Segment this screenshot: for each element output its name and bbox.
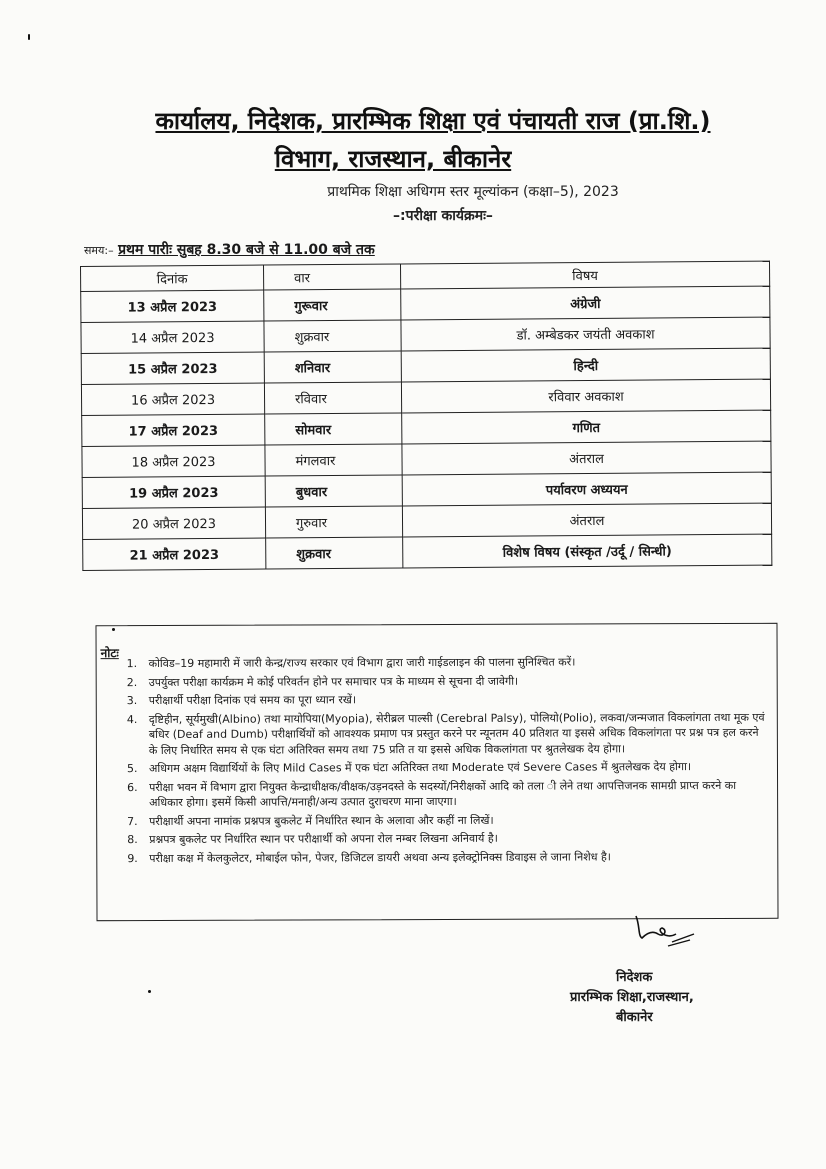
notes-heading: नोटः bbox=[100, 646, 119, 661]
note-number: 7. bbox=[127, 814, 138, 828]
header-date: दिनांक bbox=[81, 265, 264, 291]
exam-schedule-table bbox=[80, 261, 772, 571]
row-day: बुधवार bbox=[265, 475, 402, 507]
row-date: 16 अप्रैल 2023 bbox=[81, 383, 264, 415]
signatory-office: प्रारम्भिक शिक्षा,राजस्थान, bbox=[570, 990, 694, 1005]
row-date: 13 अप्रैल 2023 bbox=[81, 290, 264, 322]
note-text: परीक्षा भवन में विभाग द्वारा नियुक्त केन्द्राधीक्षक/वीक्षक/उड़नदस्ते के सदस्यों/निरीक्षकों आदि को तला ी लेने तथा आपत्तिजनक सामग्री प्राप्त करने का अधिकार होगा। इसमें किसी आपत्ति/मनाही/अन्य उत्पात दुराचरण माना जाएगा। bbox=[149, 778, 737, 810]
note-number: 5. bbox=[126, 762, 138, 776]
row-subject: डॉ. अम्बेडकर जयंती अवकाश bbox=[401, 317, 770, 351]
note-number: 2. bbox=[126, 675, 138, 689]
note-text: अधिगम अक्षम विद्यार्थियों के लिए Mild Cases में एक घंटा अतिरिक्त तथा Moderate एवं Severe Cases में श्रुतलेखक देय होगा। bbox=[148, 760, 692, 776]
notes-list bbox=[107, 654, 768, 869]
row-subject: विशेष विषय (संस्कृत /उर्दू / सिन्धी) bbox=[403, 534, 772, 568]
office-title-line2: विभाग, राजस्थान, बीकानेर bbox=[274, 145, 512, 173]
note-text: प्रश्नपत्र बुकलेट पर निर्धारित स्थान पर परीक्षार्थी को अपना रोल नम्बर लिखना अनिवार्य है। bbox=[149, 831, 498, 847]
row-day: शनिवार bbox=[264, 351, 401, 383]
row-subject: अंग्रेजी bbox=[401, 286, 770, 320]
row-day: गुरुवार bbox=[265, 506, 402, 538]
row-date: 14 अप्रैल 2023 bbox=[81, 321, 264, 353]
note-number: 9. bbox=[127, 851, 138, 865]
note-item bbox=[127, 848, 767, 866]
row-day: मंगलवार bbox=[265, 444, 402, 476]
row-date: 17 अप्रैल 2023 bbox=[82, 414, 265, 446]
note-number: 6. bbox=[127, 780, 138, 794]
note-item bbox=[127, 811, 767, 829]
row-date: 21 अप्रैल 2023 bbox=[83, 538, 266, 570]
time-label: समय:– bbox=[84, 244, 114, 257]
exam-time bbox=[84, 240, 375, 259]
note-item bbox=[127, 759, 767, 777]
row-date: 18 अप्रैल 2023 bbox=[82, 445, 265, 477]
row-day: सोमवार bbox=[265, 413, 402, 445]
note-item bbox=[127, 777, 767, 810]
table-row bbox=[83, 534, 772, 570]
note-item bbox=[127, 709, 767, 758]
note-item bbox=[127, 654, 767, 672]
row-date: 15 अप्रैल 2023 bbox=[81, 352, 264, 384]
row-day: शुक्रवार bbox=[266, 537, 403, 569]
director-signature bbox=[628, 908, 698, 948]
note-item bbox=[127, 691, 767, 709]
note-number: 3. bbox=[126, 694, 138, 708]
row-day: रविवार bbox=[264, 382, 401, 414]
row-day: शुक्रवार bbox=[264, 320, 401, 352]
note-text: परीक्षार्थी अपना नामांक प्रश्नपत्र बुकलेट में निर्धारित स्थान के अलावा और कहीं ना लिखें। bbox=[149, 813, 494, 828]
row-subject: हिन्दी bbox=[401, 348, 770, 382]
exam-program-heading: –:परीक्षा कार्यक्रमः– bbox=[393, 208, 493, 224]
note-text: उपर्युक्त परीक्षा कार्यक्रम मे कोई परिवर्तन होने पर समाचार पत्र के माध्यम से सूचना दी जावेगी। bbox=[148, 674, 519, 689]
office-title-line1: कार्यालय, निदेशक, प्रारम्भिक शिक्षा एवं पंचायती राज (प्रा.शि.) bbox=[155, 107, 711, 135]
signatory-designation: निदेशक bbox=[616, 970, 653, 985]
row-date: 19 अप्रैल 2023 bbox=[82, 476, 265, 508]
row-day: गुरूवार bbox=[264, 289, 401, 321]
notes-box bbox=[95, 623, 778, 921]
row-date: 20 अप्रैल 2023 bbox=[82, 507, 265, 539]
exam-subtitle: प्राथमिक शिक्षा अधिगम स्तर मूल्यांकन (कक्षा–5), 2023 bbox=[327, 184, 619, 200]
note-text: परीक्षार्थी परीक्षा दिनांक एवं समय का पूरा ध्यान रखें। bbox=[148, 693, 357, 708]
row-subject: गणित bbox=[402, 410, 771, 444]
note-item bbox=[127, 672, 767, 690]
note-item bbox=[127, 830, 767, 848]
note-number: 1. bbox=[126, 657, 138, 671]
note-text: कोविड–19 महामारी में जारी केन्द्र/राज्य सरकार एवं विभाग द्वारा जारी गाईडलाइन की पालना सुनिश्चित करें। bbox=[148, 655, 576, 671]
signature-block bbox=[570, 968, 694, 1028]
row-subject: अंतराल bbox=[402, 441, 771, 475]
header-subject: विषय bbox=[400, 261, 769, 289]
header-day: वार bbox=[263, 264, 400, 290]
scan-mark bbox=[28, 34, 30, 40]
row-subject: रविवार अवकाश bbox=[401, 379, 770, 413]
note-number: 4. bbox=[126, 712, 138, 726]
note-text: दृष्टिहीन, सूर्यमुखी(Albino) तथा मायोपिया(Myopia), सेरीब्रल पाल्सी (Cerebral Palsy), पोलियो(Polio), लकवा/जन्मजात विकलांगता तथा मूक एवं बधिर (Deaf and Dumb) परीक्षार्थियों को आवश्यक प्रमाण पत्र प्रस्तुत करने पर न्यूनतम 40 प्रतिशत या इससे अधिक विकलांगता पर प्रश्न पत्र हल करने के लिए निर्धारित समय से एक घंटा अतिरिक्त समय तथा 75 प्रति त या इससे अधिक विकलांगता पर श्रुतलेखक देय होगा। bbox=[148, 710, 765, 757]
scan-mark bbox=[148, 990, 151, 993]
row-subject: अंतराल bbox=[402, 503, 771, 537]
note-number: 8. bbox=[127, 833, 138, 847]
row-subject: पर्यावरण अध्ययन bbox=[402, 472, 771, 506]
signatory-place: बीकानेर bbox=[616, 1010, 653, 1025]
time-value: प्रथम पारीः सुबह 8.30 बजे से 11.00 बजे तक bbox=[118, 242, 375, 258]
note-text: परीक्षा कक्ष में केलकुलेटर, मोबाईल फोन, पेजर, डिजिटल डायरी अथवा अन्य इलेक्ट्रोनिक्स डिवाइस ले जाना निशेध है। bbox=[149, 849, 611, 865]
